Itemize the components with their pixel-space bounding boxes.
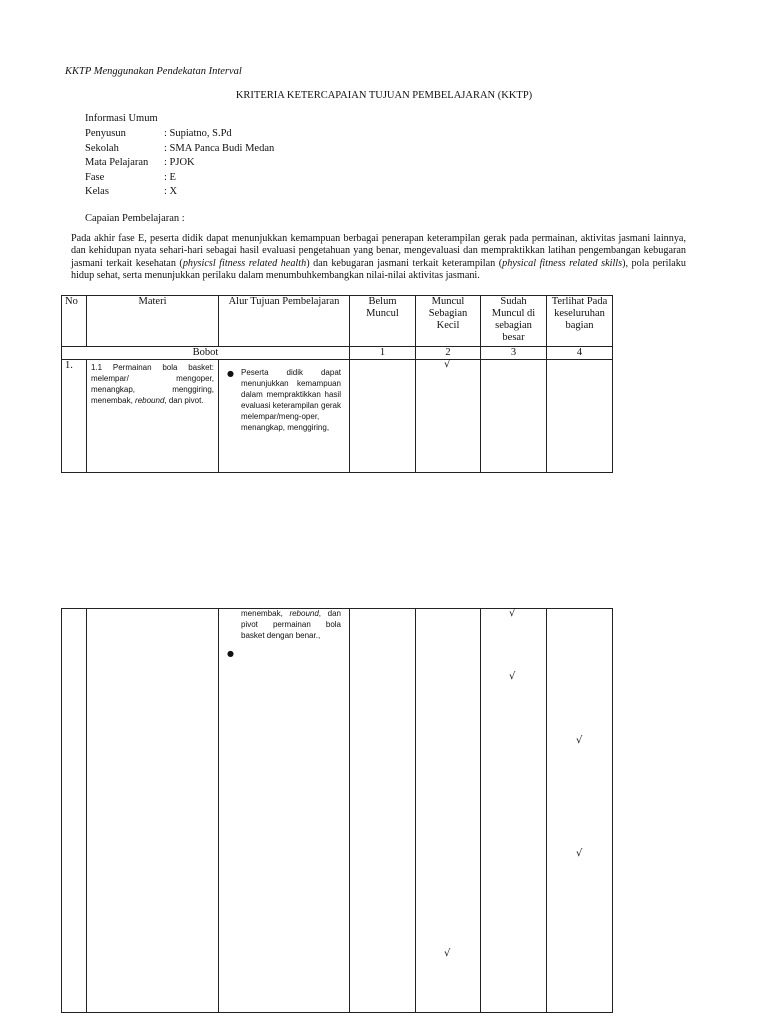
materi-italic-term: rebound [135, 395, 165, 405]
keseluruhan-cell [547, 360, 613, 473]
alur-text-continued [219, 609, 349, 642]
info-row-mata-pelajaran [85, 156, 274, 171]
table-header-row [62, 296, 613, 347]
header-keseluruhan-text: Terlihat Pada keseluruhan bagian [551, 296, 608, 331]
header-materi: Materi [87, 296, 219, 347]
document-header-note: KKTP Menggunakan Pendekatan Interval [65, 66, 242, 77]
alur-cell [219, 609, 350, 1013]
header-sebagian-kecil [416, 296, 481, 347]
info-row-penyusun [85, 127, 274, 142]
info-label: Mata Pelajaran [85, 157, 149, 169]
bobot-value: 3 [481, 347, 547, 360]
bobot-value: 1 [350, 347, 416, 360]
capaian-italic-term: physicsl fitness related health [182, 257, 307, 269]
general-info-heading: Informasi Umum [85, 113, 158, 124]
info-value: : E [164, 171, 176, 183]
row-number-text: 1. [65, 360, 73, 371]
capaian-text: Pada akhir fase E, peserta didik dapat menunjukkan kemampuan berbagai penerapan keterampilan gerak pada permainan, aktivitas jasmani lainnya, dan kehidupan nyata sehari-hari sebagai hasil evaluasi pengetahuan yang benar, mengevaluasi dan mempraktikkan latihan pengembangan kebugaran jasmani terkait kesehatan ( [71, 233, 686, 269]
check-mark: √ [444, 359, 451, 370]
bullet-icon: ● [227, 648, 234, 658]
capaian-paragraph [71, 233, 686, 282]
document-title: KRITERIA KETERCAPAIAN TUJUAN PEMBELAJARAN (KKTP) [235, 90, 533, 101]
header-sebagian-besar-text: Sudah Muncul di sebagian besar [491, 296, 536, 343]
check-mark: √ [509, 608, 516, 619]
belum-muncul-cell [350, 360, 416, 473]
info-label: Fase [85, 171, 105, 183]
bobot-value: 4 [547, 347, 613, 360]
materi-text [87, 360, 218, 407]
alur-cell [219, 360, 350, 473]
bobot-row [62, 347, 613, 360]
header-sebagian-kecil-text: Muncul Sebagian Kecil [428, 296, 468, 331]
alur-text-part: menembak, [241, 609, 290, 618]
capaian-label: Capaian Pembelajaran : [85, 213, 185, 224]
bobot-value: 2 [416, 347, 481, 360]
info-label: Sekolah [85, 142, 119, 154]
header-belum-muncul-text: Belum Muncul [366, 296, 399, 319]
general-info-section [85, 112, 274, 200]
check-mark: √ [576, 848, 583, 859]
check-mark: √ [509, 671, 516, 682]
row-number [62, 360, 87, 473]
table-row [62, 609, 613, 1013]
sebagian-kecil-cell [416, 360, 481, 473]
capaian-text: ), pola perilaku hidup sehat, serta menunjukkan perilaku dalam menumbuhkembangkan nilai-nilai aktivitas jasmani. [71, 257, 686, 281]
materi-text-part: 1.1 Permainan bola basket: melempar/ mengoper, menangkap, menggiring, menembak, [91, 363, 214, 405]
header-keseluruhan [547, 296, 613, 347]
info-row-sekolah [85, 142, 274, 157]
capaian-italic-term: physical fitness related skills [502, 257, 623, 269]
alur-text: Peserta didik dapat menunjukkan kemampuan dalam mempraktikkan hasil evaluasi keterampilan gerak melempar/meng-oper, menangkap, menggiring, [241, 368, 341, 432]
bullet-icon: ● [227, 369, 234, 378]
info-value: : SMA Panca Budi Medan [164, 142, 275, 154]
alur-bullet-item [219, 642, 349, 660]
header-no: No [62, 296, 87, 347]
info-value: : PJOK [164, 157, 195, 169]
check-mark: √ [444, 948, 451, 959]
info-row-kelas [85, 185, 274, 200]
info-value: : X [164, 186, 178, 198]
alur-text-part: , dan pivot permainan bola basket dengan benar., [241, 609, 341, 640]
sebagian-besar-cell [481, 609, 547, 1013]
alur-italic-term: rebound [289, 609, 319, 618]
kktp-table [61, 295, 613, 473]
row-number [62, 609, 87, 1013]
check-mark: √ [576, 735, 583, 746]
alur-bullet-item [219, 360, 349, 433]
sebagian-kecil-cell [416, 609, 481, 1013]
materi-cell [87, 609, 219, 1013]
materi-text-part: , dan pivot. [164, 395, 204, 405]
kktp-table-continuation [61, 608, 613, 1013]
header-belum-muncul [350, 296, 416, 347]
info-label: Penyusun [85, 128, 126, 139]
header-alur: Alur Tujuan Pembelajaran [219, 296, 350, 347]
table-row [62, 360, 613, 473]
belum-muncul-cell [350, 609, 416, 1013]
info-row-fase [85, 171, 274, 186]
info-label: Kelas [85, 186, 109, 198]
sebagian-besar-cell [481, 360, 547, 473]
materi-cell [87, 360, 219, 473]
capaian-text: ) dan kebugaran jasmani terkait keterampilan ( [306, 257, 503, 269]
header-sebagian-besar [481, 296, 547, 347]
keseluruhan-cell [547, 609, 613, 1013]
bobot-label: Bobot [62, 347, 350, 360]
info-value: : Supiatno, S.Pd [164, 128, 232, 139]
